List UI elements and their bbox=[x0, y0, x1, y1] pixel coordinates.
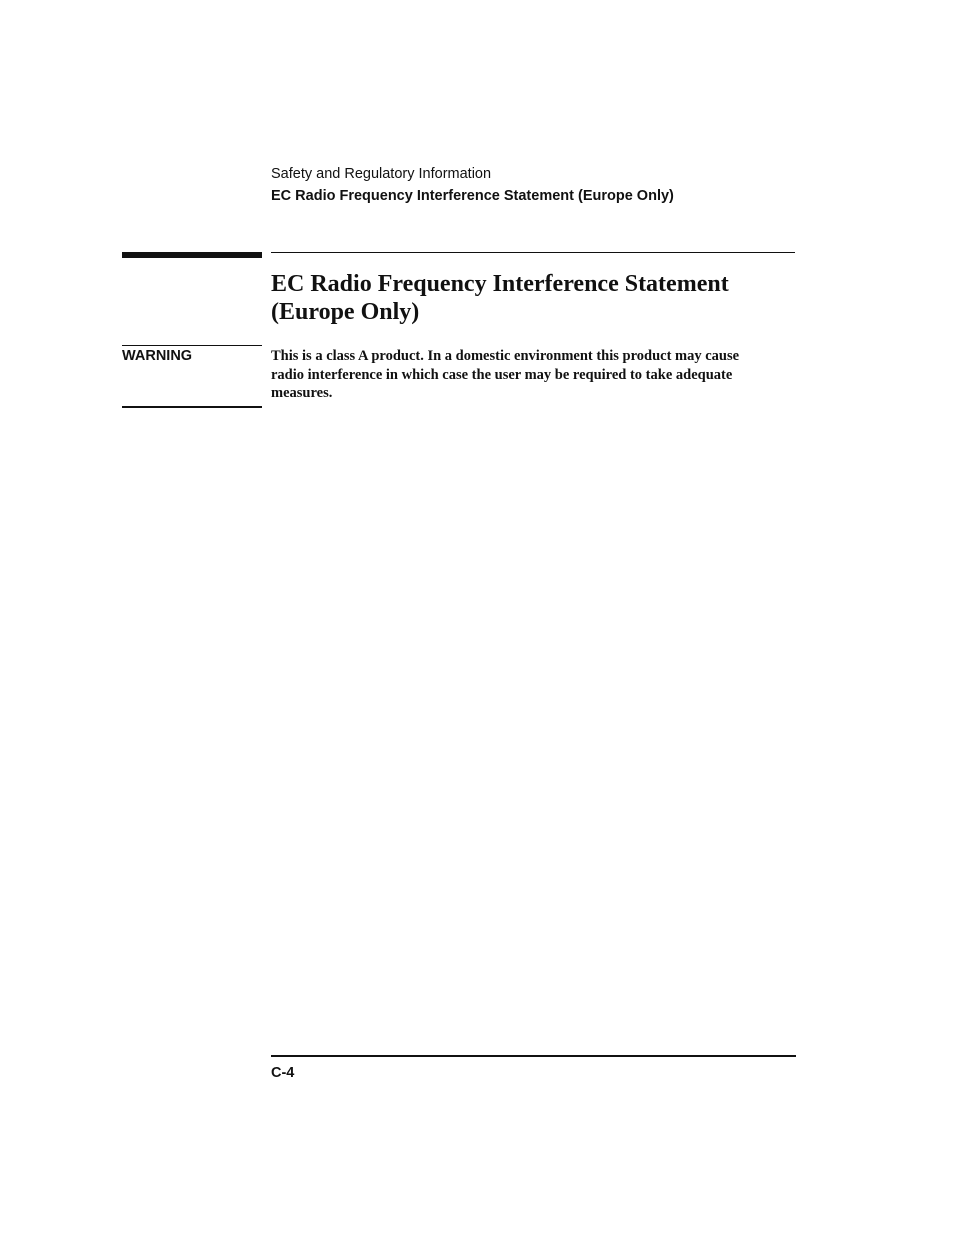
warning-label: WARNING bbox=[122, 348, 193, 364]
page-title bbox=[271, 270, 795, 326]
section-rule-thick bbox=[122, 252, 262, 258]
page-number: C-4 bbox=[271, 1065, 295, 1081]
running-head bbox=[271, 165, 674, 208]
running-head-section: EC Radio Frequency Interference Statement (Europe Only) bbox=[271, 188, 674, 204]
page-title-line-1: EC Radio Frequency Interference Statement bbox=[271, 271, 729, 297]
warning-rule-bottom bbox=[122, 406, 262, 408]
warning-text: This is a class A product. In a domestic environment this product may cause radio interference in which case the user may be required to take adequate measures. bbox=[271, 348, 740, 401]
running-head-chapter: Safety and Regulatory Information bbox=[271, 166, 492, 182]
page-title-line-2: (Europe Only) bbox=[271, 299, 420, 325]
footer-rule bbox=[271, 1055, 796, 1057]
warning-rule-top bbox=[122, 345, 262, 346]
section-rule-thin bbox=[271, 252, 795, 253]
